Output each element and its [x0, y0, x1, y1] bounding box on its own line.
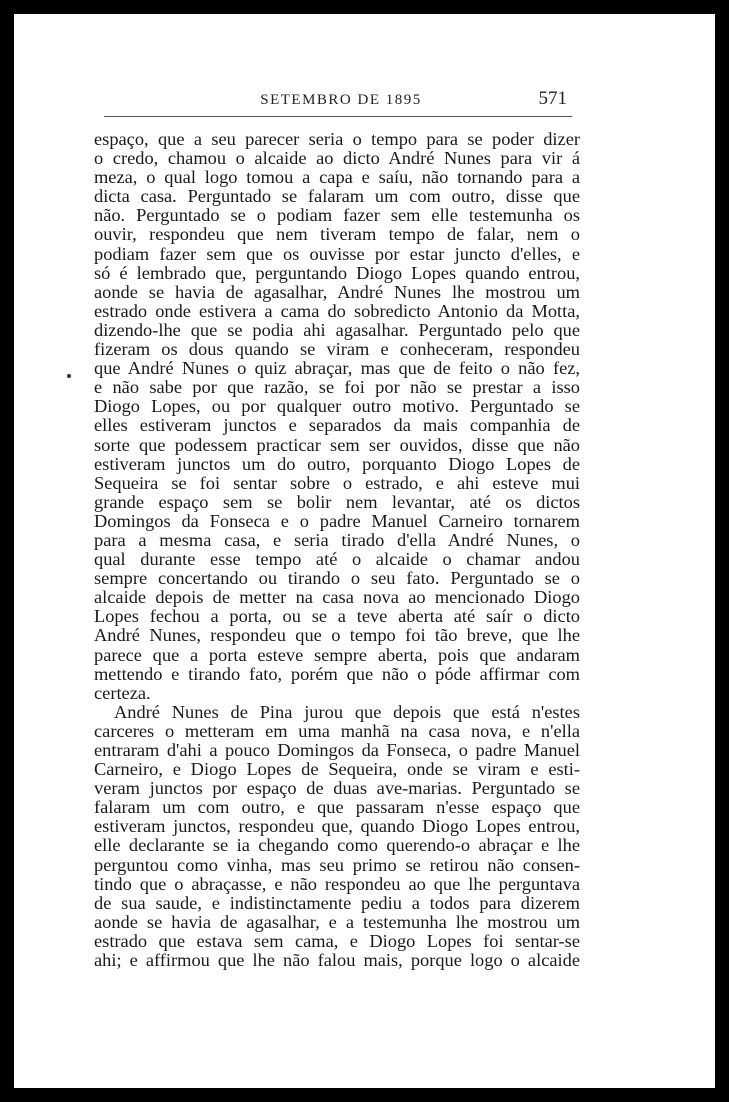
text-line: o credo, chamou o alcaide ao dicto André Nunes para vir á: [94, 148, 580, 169]
text-line: elle declarante se ia chegando como querendo-o abraçar e lhe: [94, 835, 580, 856]
text-line: aonde se havia de agasalhar, e a testemunha lhe mostrou um: [94, 911, 580, 932]
text-line: falaram um com outro, e que passaram n'esse espaço que: [94, 797, 580, 818]
text-line: meza, o qual logo tomou a capa e saíu, não tornando para a: [94, 167, 580, 188]
book-page: [14, 14, 715, 1088]
text-line: de sua saude, e indistinctamente pediu a todos para dizerem: [94, 892, 580, 913]
text-line: perguntou como vinha, mas seu primo se retirou não consen-: [94, 854, 580, 875]
text-line: André Nunes de Pina jurou que depois que está n'estes: [114, 701, 580, 722]
running-title: SETEMBRO DE 1895: [260, 92, 422, 108]
text-line: alcaide depois de metter na casa nova ao mencionado Diogo: [94, 587, 580, 608]
text-line: Carneiro, e Diogo Lopes de Sequeira, onde se viram e esti-: [94, 759, 580, 780]
page-number: 571: [538, 88, 567, 109]
text-line: Diogo Lopes, ou por qualquer outro motivo. Perguntado se: [94, 396, 580, 417]
text-line: grande espaço sem se bolir nem levantar, até os dictos: [94, 491, 580, 512]
text-line: qual durante esse tempo até o alcaide o chamar andou: [94, 549, 580, 570]
text-line: e não sabe por que razão, se foi por não se prestar a isso: [94, 377, 580, 398]
text-line: Sequeira se foi sentar sobre o estrado, e ahi esteve mui: [94, 472, 580, 493]
text-line: ouvir, respondeu que nem tiveram tempo de falar, nem o: [94, 224, 580, 245]
text-line: sorte que podessem practicar sem ser ouvidos, disse que não: [94, 434, 580, 455]
body-text: [94, 130, 580, 970]
text-line: estrado onde estivera a cama do sobredicto Antonio da Motta,: [94, 300, 580, 321]
text-line: André Nunes, respondeu que o tempo foi tão breve, que lhe: [94, 625, 580, 646]
text-line: estiveram junctos um do outro, porquanto Diogo Lopes de: [94, 453, 580, 474]
text-line: estiveram junctos, respondeu que, quando Diogo Lopes entrou,: [94, 816, 580, 837]
text-line: dizendo-lhe que se podia ahi agasalhar. Perguntado pelo que: [94, 319, 580, 340]
margin-mark: [67, 374, 71, 378]
running-head: [14, 88, 715, 116]
text-line: estrado que estava sem cama, e Diogo Lopes foi sentar-se: [94, 930, 580, 951]
text-line: espaço, que a seu parecer seria o tempo para se poder dizer: [94, 129, 580, 149]
text-line: entraram d'ahi a pouco Domingos da Fonseca, o padre Manuel: [94, 740, 580, 760]
text-line: carceres o metteram em uma manhã na casa nova, e n'ella: [94, 720, 580, 741]
text-line: dicta casa. Perguntado se falaram um com outro, disse que: [94, 186, 580, 207]
text-line: sempre concertando ou tirando o seu fato. Perguntado se o: [94, 568, 580, 589]
header-rule: [104, 116, 572, 117]
text-line: tindo que o abraçasse, e não respondeu ao que lhe perguntava: [94, 873, 580, 894]
text-line: fizeram os dous quando se viram e conheceram, respondeu: [94, 339, 580, 360]
text-line: parece que a porta esteve sempre aberta, pois que andaram: [94, 644, 580, 665]
text-line: Lopes fechou a porta, ou se a teve aberta até saír o dicto: [94, 606, 580, 627]
text-line: certeza.: [94, 682, 151, 703]
text-line: aonde se havia de agasalhar, André Nunes lhe mostrou um: [94, 281, 580, 302]
text-line: podiam fazer sem que os ouvisse por estar juncto d'elles, e: [94, 243, 580, 264]
text-line: veram junctos por espaço de duas ave-marias. Perguntado se: [94, 778, 580, 799]
text-line: só é lembrado que, perguntando Diogo Lopes quando entrou,: [94, 262, 580, 283]
text-line: não. Perguntado se o podiam fazer sem elle testemunha os: [94, 205, 580, 226]
text-line: Domingos da Fonseca e o padre Manuel Carneiro tornarem: [94, 510, 580, 531]
text-line: que André Nunes o quiz abraçar, mas que de feito o não fez,: [94, 358, 580, 379]
text-line: para a mesma casa, e seria tirado d'ella André Nunes, o: [94, 529, 580, 550]
text-line: elles estiveram junctos e separados da mais companhia de: [94, 415, 580, 436]
text-line: mettendo e tirando fato, porém que não o póde affirmar com: [94, 663, 580, 684]
text-line: ahi; e affirmou que lhe não falou mais, porque logo o alcaide: [94, 950, 580, 971]
